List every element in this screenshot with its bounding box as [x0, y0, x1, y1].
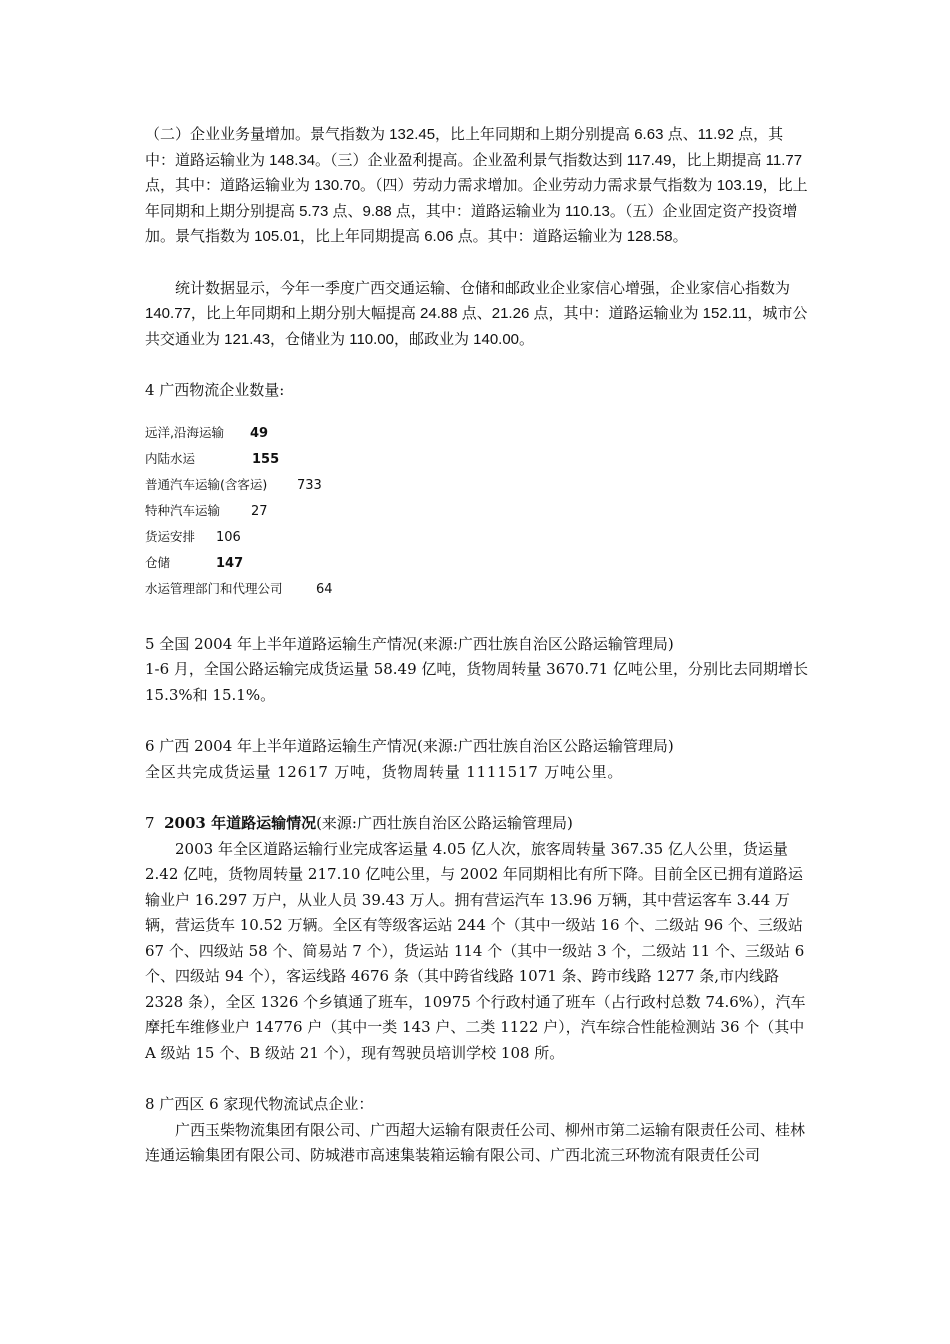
- list-item-water-management: 水运管理部门和代理公司 64: [145, 580, 333, 597]
- section-4-title: 4 广西物流企业数量:: [145, 381, 285, 399]
- list-item-warehousing: 仓储 147: [145, 554, 244, 571]
- list-item-freight-arrangement: 货运安排 106: [145, 528, 241, 545]
- list-item-inland-water: 内陆水运 155: [145, 450, 280, 467]
- section-6-body: 全区共完成货运量 12617 万吨，货物周转量 1111517 万吨公里。: [145, 762, 624, 781]
- section-5-title: 5 全国 2004 年上半年道路运输生产情况(来源:广西壮族自治区公路运输管理局): [145, 634, 674, 653]
- section-7-title: 7 2003 年道路运输情况(来源:广西壮族自治区公路运输管理局): [145, 814, 573, 832]
- logistics-company-count-list: [145, 420, 810, 602]
- list-item-general-truck: 普通汽车运输(含客运) 733: [145, 476, 322, 493]
- paragraph-entrepreneur-confidence: 统计数据显示，今年一季度广西交通运输、仓储和邮政业企业家信心增强，企业家信心指数为 140.77，比上年同期和上期分别大幅提高 24.88 点、21.26 点，其中：道路运输业为 152.11，城市公共交通业为 121.43，仓储业为 110.00，邮政业为 140.00。: [145, 279, 808, 348]
- section-6-title: 6 广西 2004 年上半年道路运输生产情况(来源:广西壮族自治区公路运输管理局): [145, 737, 674, 755]
- paragraph-business-indices: （二）企业业务量增加。景气指数为 132.45，比上年同期和上期分别提高 6.63 点、11.92 点，其中：道路运输业为 148.34。（三）企业盈利提高。企业盈利景气指数达到 117.49，比上期提高 11.77 点，其中：道路运输业为 130.70。（四）劳动力需求增加。企业劳动力需求景气指数为 103.19，比上年同期和上期分别提高 5.73 点、9.88 点，其中：道路运输业为 110.13。（五）企业固定资产投资增加。景气指数为 105.01，比上年同期提高 6.06 点。其中：道路运输业为 128.58。: [145, 126, 808, 245]
- section-7-body: 2003 年全区道路运输行业完成客运量 4.05 亿人次，旅客周转量 367.35 亿人公里，货运量 2.42 亿吨，货物周转量 217.10 亿吨公里，与 2002 年同期相比有所下降。目前全区已拥有道路运输业户 16.297 万户，从业人员 39.43 万人。拥有营运汽车 13.96 万辆，其中营运客车 3.44 万辆，营运货车 10.52 万辆。全区有等级客运站 244 个（其中一级站 16 个、二级站 96 个、三级站 67 个、四级站 58 个、简易站 7 个），货运站 114 个（其中一级站 3 个，二级站 11 个、三级站 6 个、四级站 94 个），客运线路 4676 条（其中跨省线路 1071 条、跨市线路 1277 条,市内线路 2328 条），全区 1326 个乡镇通了班车，10975 个行政村通了班车（占行政村总数 74.6%），汽车摩托车维修业户 14776 户（其中一类 143 户、二类 1122 户），汽车综合性能检测站 36 个（其中 A 级站 15 个、B 级站 21 个），现有驾驶员培训学校 108 所。: [145, 839, 806, 1062]
- document-page: [145, 122, 810, 1169]
- section-8-body: 广西玉柴物流集团有限公司、广西超大运输有限责任公司、柳州市第二运输有限责任公司、桂林连通运输集团有限公司、防城港市高速集装箱运输有限公司、广西北流三环物流有限责任公司: [145, 1120, 806, 1164]
- list-item-special-truck: 特种汽车运输 27: [145, 502, 268, 519]
- section-8-title: 8 广西区 6 家现代物流试点企业：: [145, 1095, 374, 1113]
- section-5-body: 1-6 月，全国公路运输完成货运量 58.49 亿吨，货物周转量 3670.71 亿吨公里，分别比去同期增长 15.3%和 15.1%。: [145, 660, 808, 704]
- list-item-ocean-coastal: 远洋,沿海运输 49: [145, 424, 269, 441]
